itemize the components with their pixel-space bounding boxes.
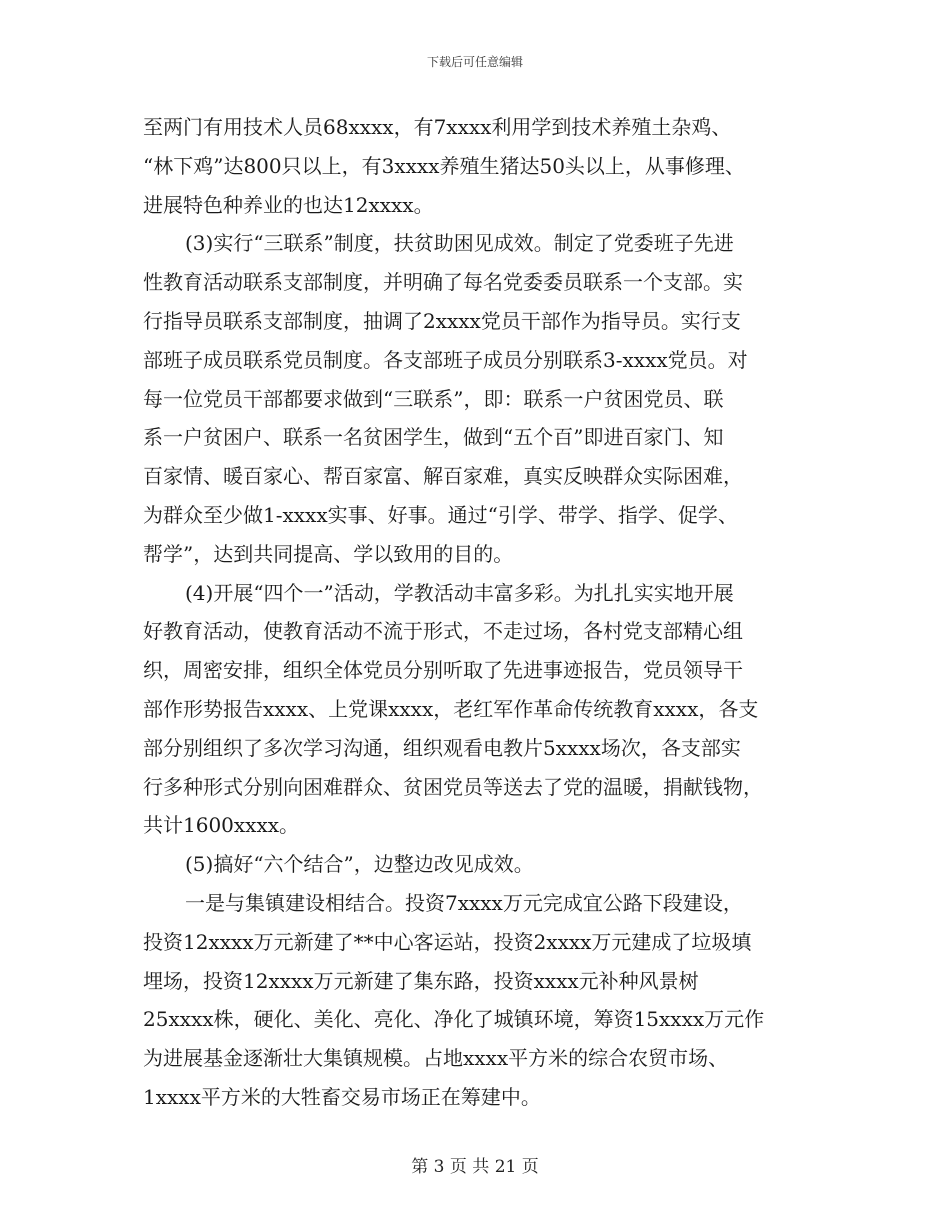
body-line: 进展特色种养业的也达12xxxx。: [143, 192, 434, 217]
body-line: 每一位党员干部都要求做到“三联系”，即：联系一户贫困党员、联: [143, 386, 724, 411]
paragraph-start-line: 一是与集镇建设相结合。投资7xxxx万元完成宜公路下段建设，: [185, 890, 743, 915]
page-header: 下载后可任意编辑: [426, 55, 523, 69]
document-body: [143, 108, 808, 1117]
body-line: 1xxxx平方米的大牲畜交易市场正在筹建中。: [143, 1084, 541, 1109]
paragraph-start-line: (5)搞好“六个结合”，边整边改见成效。: [185, 852, 534, 877]
page-number-footer: 第 3 页 共 21 页: [411, 1157, 539, 1177]
body-line: 帮学”，达到共同提高、学以致用的目的。: [143, 541, 514, 566]
body-line: 部作形势报告xxxx、上党课xxxx，老红军作革命传统教育xxxx，各支: [143, 696, 759, 721]
body-line: 织，周密安排，组织全体党员分别听取了先进事迹报告，党员领导干: [143, 658, 743, 683]
body-line: 行指导员联系支部制度，抽调了2xxxx党员干部作为指导员。实行支: [143, 308, 741, 333]
body-line: 部班子成员联系党员制度。各支部班子成员分别联系3-xxxx党员。对: [143, 347, 748, 372]
body-line: 部分别组织了多次学习沟通，组织观看电教片5xxxx场次，各支部实: [143, 735, 741, 760]
body-line: 为群众至少做1-xxxx实事、好事。通过“引学、带学、指学、促学、: [143, 502, 738, 527]
body-line: 系一户贫困户、联系一名贫困学生，做到“五个百”即进百家门、知: [143, 425, 724, 450]
body-line: 至两门有用技术人员68xxxx，有7xxxx利用学到技术养殖土杂鸡、: [143, 115, 732, 139]
body-line: 行多种形式分别向困难群众、贫困党员等送去了党的温暖，捐献钱物，: [143, 774, 763, 799]
body-line: 25xxxx株，硬化、美化、亮化、净化了城镇环境，筹资15xxxx万元作: [143, 1007, 765, 1032]
body-line: 共计1600xxxx。: [143, 813, 300, 838]
paragraph-start-line: (3)实行“三联系”制度，扶贫助困见成效。制定了党委班子先进: [185, 231, 734, 256]
body-line: 为进展基金逐渐壮大集镇规模。占地xxxx平方米的综合农贸市场、: [143, 1046, 729, 1071]
body-line: 百家情、暖百家心、帮百家富、解百家难，真实反映群众实际困难，: [143, 464, 743, 489]
body-line: 埋场，投资12xxxx万元新建了集东路，投资xxxx元补种风景树: [143, 968, 699, 993]
body-line: 性教育活动联系支部制度，并明确了每名党委委员联系一个支部。实: [143, 270, 743, 295]
body-line: “林下鸡”达800只以上，有3xxxx养殖生猪达50头以上，从事修理、: [143, 153, 745, 178]
body-line: 投资12xxxx万元新建了**中心客运站，投资2xxxx万元建成了垃圾填: [143, 929, 752, 954]
body-line: 好教育活动，使教育活动不流于形式，不走过场，各村党支部精心组: [143, 619, 743, 644]
paragraph-start-line: (4)开展“四个一”活动，学教活动丰富多彩。为扎扎实实地开展: [185, 580, 734, 605]
